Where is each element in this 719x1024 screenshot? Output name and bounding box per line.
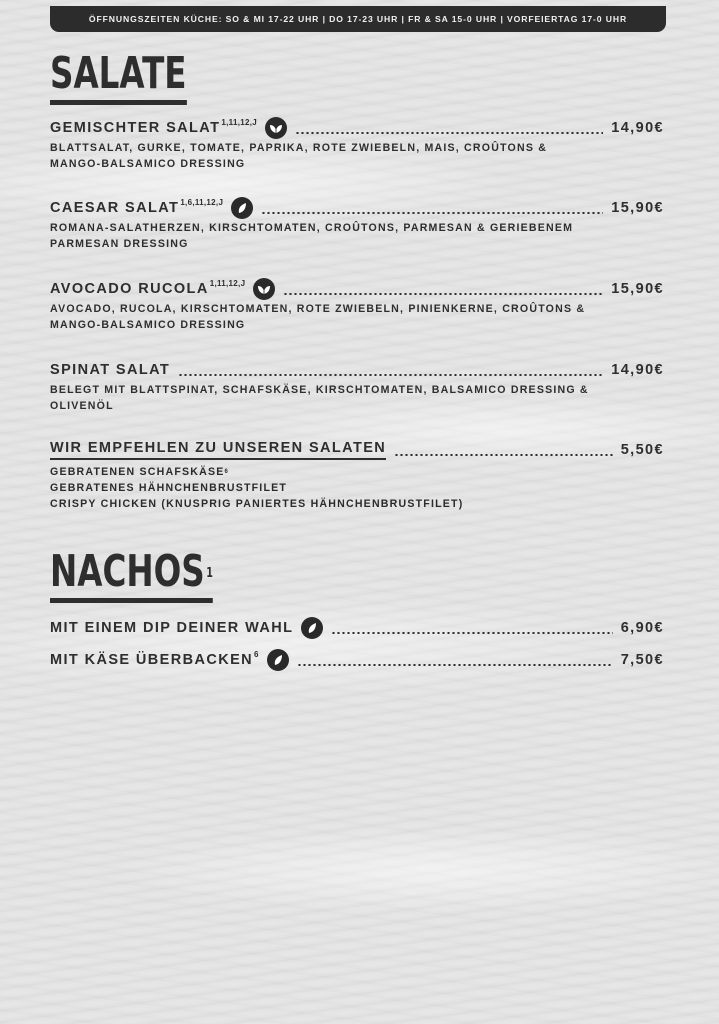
- item-description: BLATTSALAT, GURKE, TOMATE, PAPRIKA, ROTE ZWIEBELN, MAIS, CROÛTONS & MANGO-BALSAMICO DRESSING: [50, 142, 548, 170]
- dot-leaders: [331, 632, 612, 634]
- menu-item-spinat-salat: [50, 360, 664, 414]
- allergen-codes: 1,6,11,12,J: [180, 198, 224, 207]
- item-price: 14,90€: [611, 120, 664, 136]
- item-price: 7,50€: [620, 652, 664, 668]
- extras-options: [50, 464, 664, 512]
- menu-item-gemischter-salat: [50, 118, 664, 172]
- vegan-leaf-icon: [253, 278, 275, 300]
- extras-option: GEBRATENEN SCHAFSKÄSE$^6$: [50, 466, 230, 478]
- vegetarian-leaf-icon: [301, 617, 323, 639]
- allergen-codes: 1,11,12,J: [221, 118, 257, 127]
- salate-section-title: SALATE: [50, 52, 187, 105]
- allergen-codes: 1: [206, 566, 213, 581]
- item-name: MIT KÄSE ÜBERBACKEN$^6$: [50, 650, 259, 668]
- item-description: ROMANA-SALATHERZEN, KIRSCHTOMATEN, CROÛTONS, PARMESAN & GERIEBENEM PARMESAN DRESSING: [50, 222, 574, 250]
- item-price: 6,90€: [620, 620, 664, 636]
- extras-heading: WIR EMPFEHLEN ZU UNSEREN SALATEN: [50, 440, 386, 460]
- opening-hours-text: ÖFFNUNGSZEITEN KÜCHE: SO & MI 17-22 UHR | DO 17-23 UHR | FR & SA 15-0 UHR | VORFEIERTAG 17-0 UHR: [88, 14, 628, 24]
- item-description: BELEGT MIT BLATTSPINAT, SCHAFSKÄSE, KIRSCHTOMATEN, BALSAMICO DRESSING & OLIVENÖL: [50, 384, 589, 412]
- menu-item-caesar-salat: [50, 198, 664, 252]
- item-description: AVOCADO, RUCOLA, KIRSCHTOMATEN, ROTE ZWIEBELN, PINIENKERNE, CROÛTONS & MANGO-BALSAMICO DRESSING: [50, 303, 586, 331]
- extras-price: 5,50€: [620, 442, 664, 458]
- dot-leaders: [178, 374, 603, 376]
- dot-leaders: [394, 454, 613, 456]
- vegetarian-leaf-icon: [267, 649, 289, 671]
- opening-hours-banner: [50, 6, 666, 32]
- vegetarian-leaf-icon: [231, 197, 253, 219]
- allergen-codes: 1,11,12,J: [209, 279, 246, 288]
- menu-item-avocado-rucola: [50, 279, 664, 333]
- nachos-section-title: NACHOS$^1$: [50, 550, 213, 603]
- menu-item-nachos-kaese: [50, 650, 664, 670]
- dot-leaders: [283, 293, 603, 295]
- menu-item-nachos-dip: [50, 618, 664, 638]
- item-name: CAESAR $SALAT^{1,6,11,12,J}$: [50, 198, 224, 216]
- item-name: SPINAT SALAT: [50, 362, 171, 378]
- extras-option: CRISPY CHICKEN (KNUSPRIG PANIERTES HÄHNCHENBRUSTFILET): [50, 498, 464, 510]
- salad-extras: [50, 440, 664, 512]
- item-price: 15,90€: [611, 200, 664, 216]
- item-price: 14,90€: [611, 362, 664, 378]
- dot-leaders: [261, 212, 603, 214]
- dot-leaders: [295, 132, 603, 134]
- item-name: MIT EINEM DIP DEINER WAHL: [50, 620, 294, 636]
- extras-option: GEBRATENES HÄHNCHENBRUSTFILET: [50, 482, 288, 494]
- item-name: AVOCADO $RUCOLA^{1,11,12,J}$: [50, 279, 246, 297]
- vegan-leaf-icon: [265, 117, 287, 139]
- dot-leaders: [297, 664, 613, 666]
- item-price: 15,90€: [611, 281, 664, 297]
- item-name: GEMISCHTER $SALAT^{1,11,12,J}$: [50, 118, 257, 136]
- allergen-codes: 6: [254, 650, 259, 659]
